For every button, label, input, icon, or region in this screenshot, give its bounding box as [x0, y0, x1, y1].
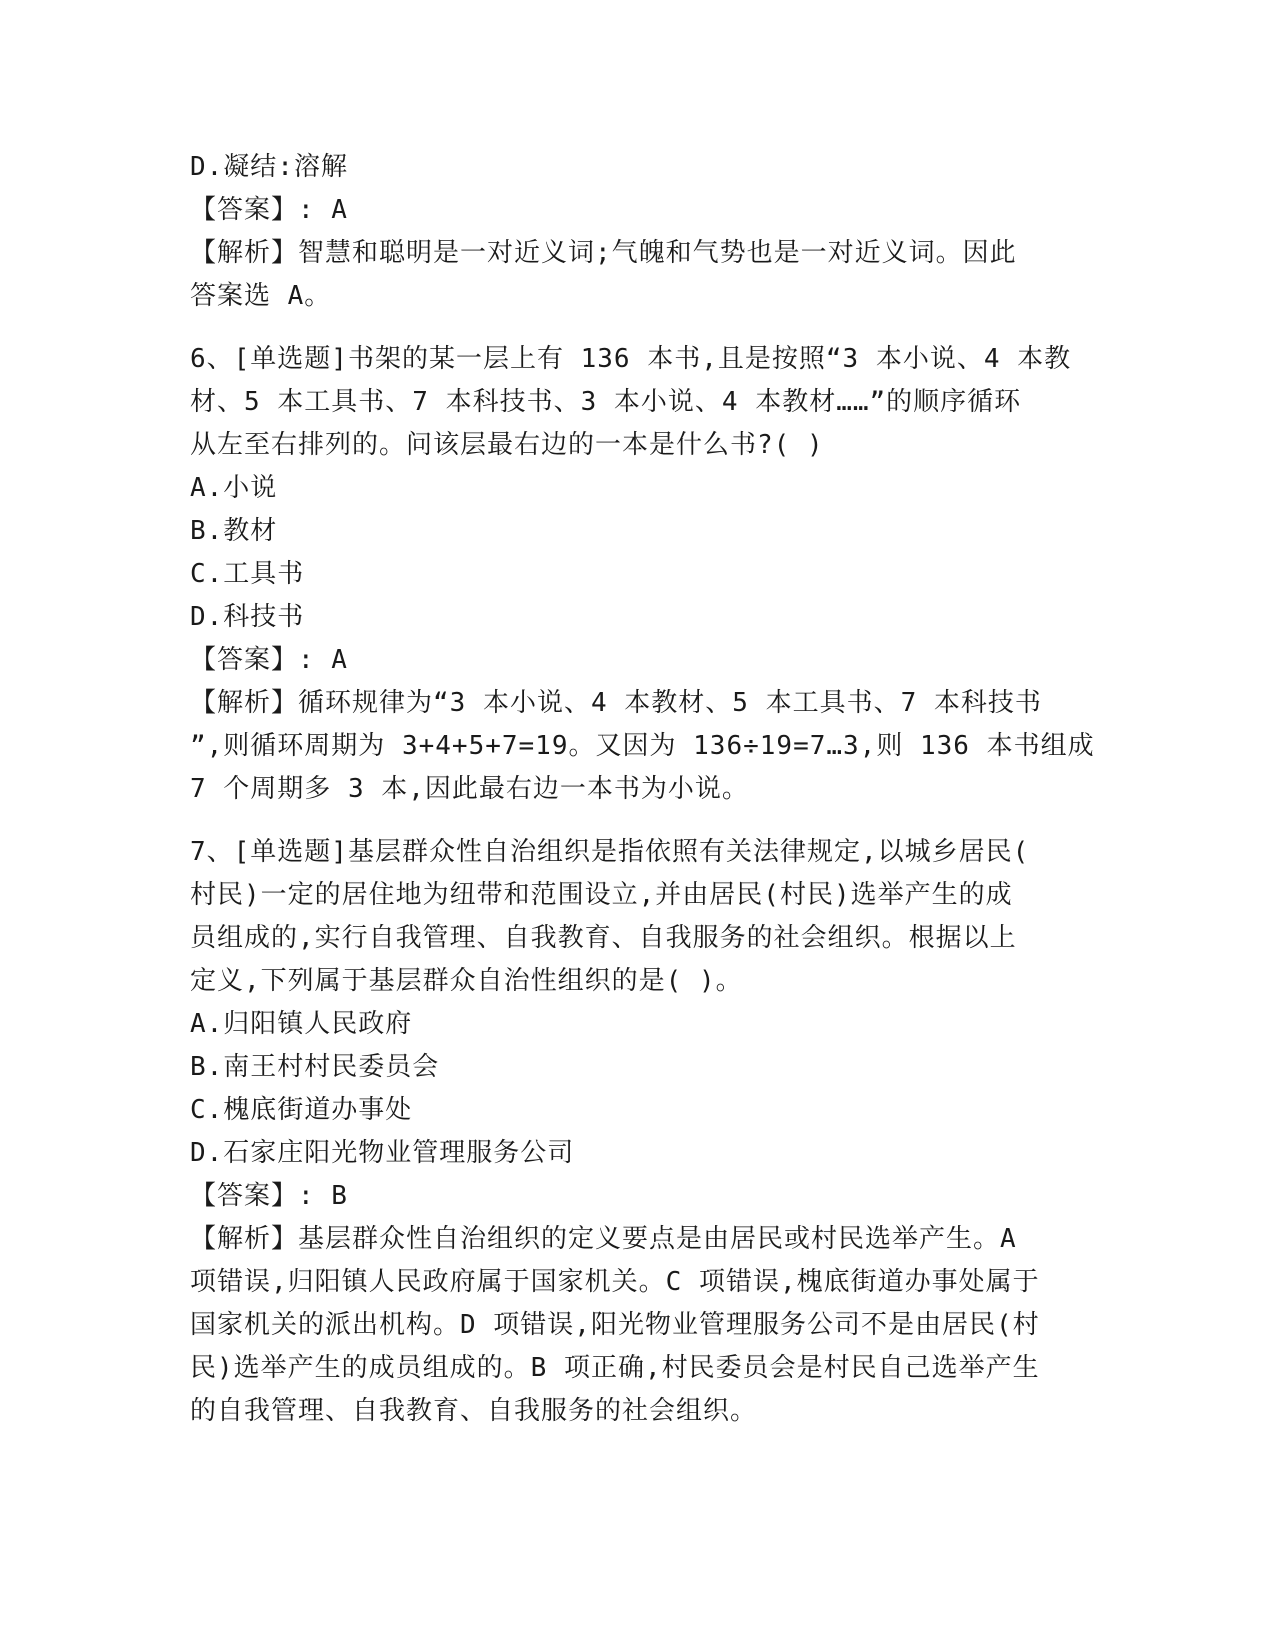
stem-line: 定义,下列属于基层群众自治性组织的是( )。 — [190, 966, 743, 996]
analysis — [190, 682, 1095, 811]
document-content — [190, 146, 1095, 1433]
stem-line: 村民)一定的居住地为纽带和范围设立,并由居民(村民)选举产生的成 — [190, 880, 1013, 910]
option-a: A.小说 — [190, 473, 278, 503]
question-5-tail — [190, 146, 1090, 318]
question-stem — [190, 338, 1090, 467]
option-b: B.教材 — [190, 516, 278, 546]
analysis-line: 答案选 A。 — [190, 281, 332, 311]
analysis-line: 【解析】循环规律为“3 本小说、4 本教材、5 本工具书、7 本科技书 — [190, 688, 1042, 718]
stem-line: 7、[单选题]基层群众性自治组织是指依照有关法律规定,以城乡居民( — [190, 837, 1030, 867]
stem-line: 从左至右排列的。问该层最右边的一本是什么书?( ) — [190, 430, 824, 460]
option-c: C.工具书 — [190, 559, 305, 589]
analysis — [190, 232, 1090, 318]
question-stem — [190, 831, 1090, 1003]
analysis-line: 民)选举产生的成员组成的。B 项正确,村民委员会是村民自己选举产生 — [190, 1353, 1040, 1383]
option-a: A.归阳镇人民政府 — [190, 1009, 413, 1039]
stem-line: 6、[单选题]书架的某一层上有 136 本书,且是按照“3 本小说、4 本教 — [190, 344, 1072, 374]
option-d: D.科技书 — [190, 602, 305, 632]
analysis — [190, 1218, 1090, 1433]
analysis-line: 【解析】智慧和聪明是一对近义词;气魄和气势也是一对近义词。因此 — [190, 238, 1017, 268]
answer: 【答案】: B — [190, 1181, 348, 1211]
answer: 【答案】: A — [190, 645, 348, 675]
analysis-line: 国家机关的派出机构。D 项错误,阳光物业管理服务公司不是由居民(村 — [190, 1310, 1040, 1340]
analysis-line: ”,则循环周期为 3+4+5+7=19。又因为 136÷19=7…3,则 136 本书组成 — [190, 731, 1095, 761]
analysis-line: 7 个周期多 3 本,因此最右边一本书为小说。 — [190, 774, 749, 804]
options-list — [190, 1003, 1090, 1175]
answer: 【答案】: A — [190, 195, 348, 225]
option-d: D.石家庄阳光物业管理服务公司 — [190, 1138, 575, 1168]
option-d: D.凝结:溶解 — [190, 152, 348, 182]
analysis-line: 的自我管理、自我教育、自我服务的社会组织。 — [190, 1396, 758, 1426]
question-6 — [190, 338, 1095, 811]
stem-line: 材、5 本工具书、7 本科技书、3 本小说、4 本教材……”的顺序循环 — [190, 387, 1022, 417]
options-list — [190, 467, 1090, 639]
analysis-line: 【解析】基层群众性自治组织的定义要点是由居民或村民选举产生。A — [190, 1224, 1017, 1254]
analysis-line: 项错误,归阳镇人民政府属于国家机关。C 项错误,槐底街道办事处属于 — [190, 1267, 1040, 1297]
option-b: B.南王村村民委员会 — [190, 1052, 440, 1082]
question-7 — [190, 831, 1090, 1433]
option-c: C.槐底街道办事处 — [190, 1095, 413, 1125]
stem-line: 员组成的,实行自我管理、自我教育、自我服务的社会组织。根据以上 — [190, 923, 1017, 953]
